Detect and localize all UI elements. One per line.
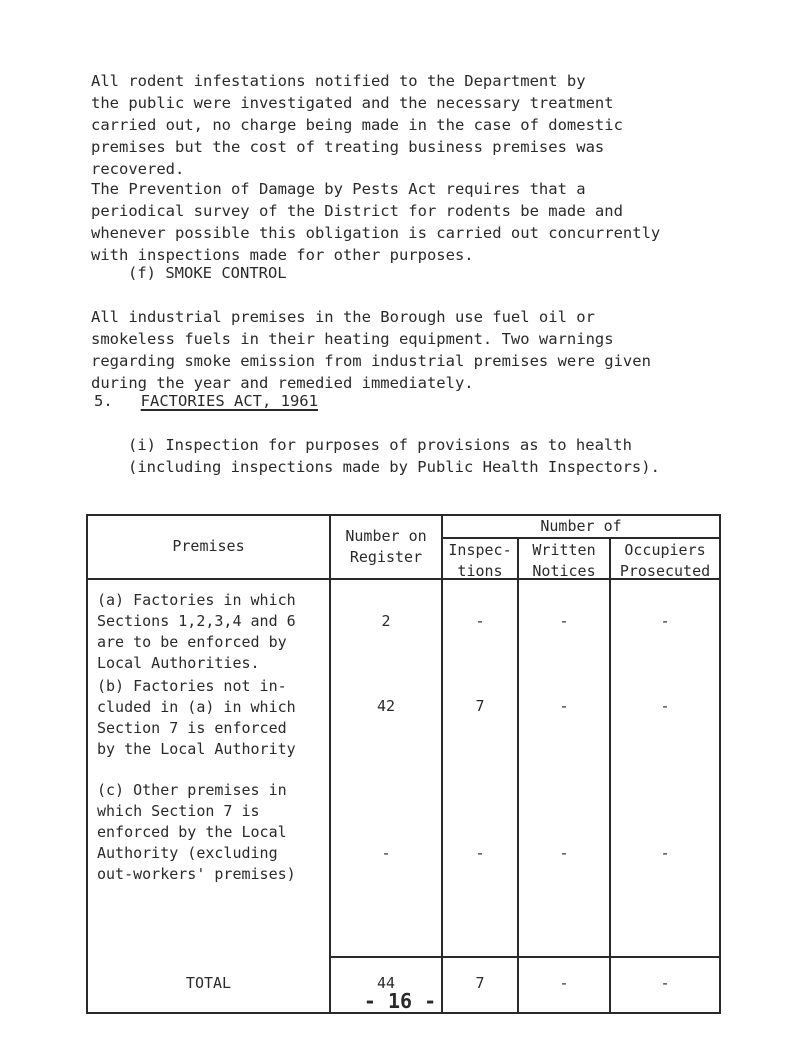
paragraph-rodent-infestations: All rodent infestations notified to the Department by the public were investigated and the necessary treatment carried out, no charge being made in the case of domestic premises but the cost of treating business premises was recovered. [91,72,623,178]
paragraph-prevention-of-damage: The Prevention of Damage by Pests Act requires that a periodical survey of the District for rodents be made and whenever possible this obligation is carried out concurrently with inspections made for other purposes. [91,180,661,264]
row-a-prosecuted: - [660,612,670,630]
paragraph-smoke-control: All industrial premises in the Borough use fuel oil or smokeless fuels in their heating equipment. Two warnings regarding smoke emission from industrial premises were given during the year and remedied immediately. [91,308,651,392]
row-a-premises: (a) Factories in which Sections 1,2,3,4 and 6 are to be enforced by Local Authorities. [97,591,296,672]
header-occupiers-prosecuted: Occupiers Prosecuted [619,541,711,580]
heading-smoke-control: (f) SMOKE CONTROL [128,264,287,282]
page-number: - 16 - [363,989,437,1013]
row-a-inspections: - [475,612,485,630]
total-register: 44 [376,974,396,992]
header-inspections: Inspec- tions [448,541,512,580]
total-inspections: 7 [475,974,485,992]
header-number-on-register: Number on Register [345,527,427,566]
row-c-prosecuted: - [660,844,670,862]
row-a-register: 2 [381,612,391,630]
row-c-premises: (c) Other premises in which Section 7 is enforced by the Local Authority (excluding out-workers' premises) [97,781,296,883]
total-label: TOTAL [185,974,232,992]
row-a-notices: - [559,612,569,630]
row-c-notices: - [559,844,569,862]
header-premises: Premises [172,537,245,555]
row-b-premises: (b) Factories not in- cluded in (a) in which Section 7 is enforced by the Local Authority [97,677,296,758]
row-c-register: - [381,844,391,862]
total-notices: - [559,974,569,992]
row-c-inspections: - [475,844,485,862]
row-b-register: 42 [376,697,396,715]
header-written-notices: Written Notices [532,541,596,580]
row-b-prosecuted: - [660,697,670,715]
header-number-of: Number of [540,517,622,535]
total-prosecuted: - [660,974,670,992]
section-title: FACTORIES ACT, 1961 [140,392,318,410]
row-b-notices: - [559,697,569,715]
section-number: 5. [94,392,113,410]
row-b-inspections: 7 [475,697,485,715]
paragraph-inspection: (i) Inspection for purposes of provisions as to health (including inspections made by Public Health Inspectors). [128,436,660,476]
